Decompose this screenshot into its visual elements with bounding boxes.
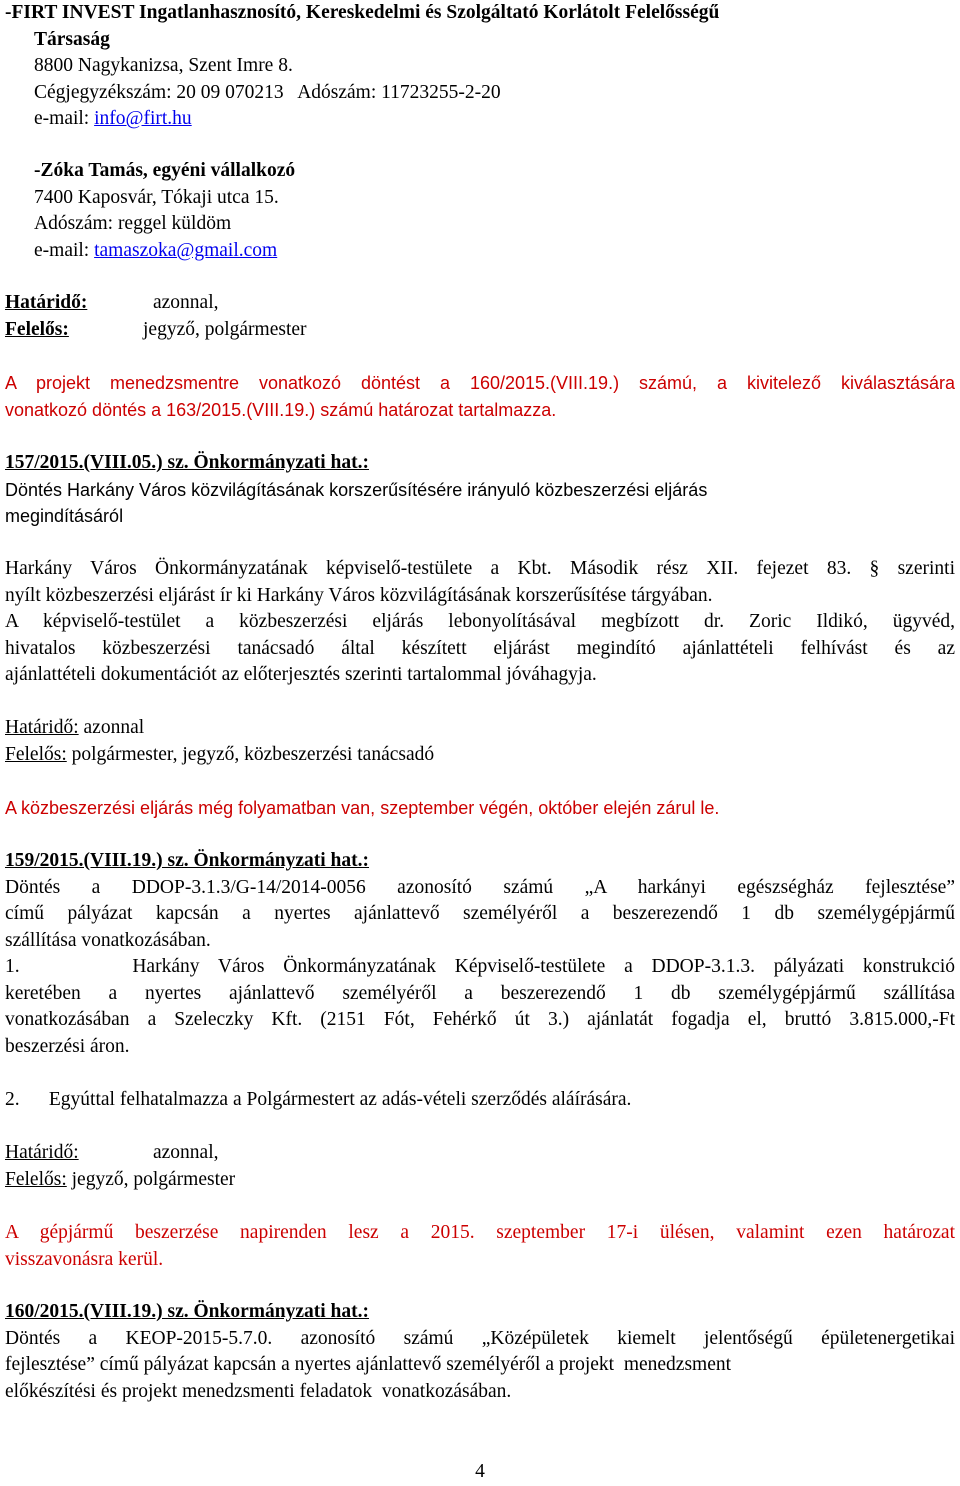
res159-resp-label: Felelős: bbox=[5, 1168, 67, 1190]
zoka-email-line bbox=[5, 238, 955, 265]
res159-note-line2: visszavonásra kerül. bbox=[5, 1248, 164, 1270]
firt-email-link[interactable]: info@firt.hu bbox=[94, 108, 192, 129]
res159-item2-text: 2. Egyúttal felhatalmazza a Polgármestert az adás-vételi szerződés aláírására. bbox=[5, 1089, 632, 1110]
zoka-email-label: e-mail: bbox=[34, 239, 95, 261]
firt-name-line2: Társaság bbox=[34, 28, 110, 50]
block1-deadline-label: Határidő: bbox=[5, 292, 88, 313]
block1-note-line1: A projekt menedzsmentre vonatkozó döntést a 160/2015.(VIII.19.) számú, a kivitelező kiválasztására bbox=[5, 373, 955, 393]
zoka-email-link[interactable]: tamaszoka@gmail.com bbox=[94, 239, 278, 261]
res157-p1-line1: Harkány Város Önkormányzatának képviselő-testülete a Kbt. Második rész XII. fejezet 83. § szerinti bbox=[5, 558, 955, 579]
res160-title-line2: fejlesztése” című pályázat kapcsán a nyertes ajánlattevő személyéről a projekt menedzsment bbox=[5, 1354, 732, 1375]
resolution-159 bbox=[5, 848, 955, 1060]
res160-title-line3: előkészítési és projekt menedzsmenti feladatok vonatkozásában. bbox=[5, 1380, 512, 1402]
res159-item2 bbox=[5, 1087, 955, 1114]
res159-item1-line4: beszerzési áron. bbox=[5, 1035, 130, 1057]
firt-name-line1: -FIRT INVEST Ingatlanhasznosító, Kereskedelmi és Szolgáltató Korlátolt Felelősségű bbox=[5, 2, 720, 23]
block1-resp-row bbox=[5, 317, 955, 344]
resolution-157 bbox=[5, 450, 955, 530]
res157-p1-line2: nyílt közbeszerzési eljárást ír ki Harkány Város közvilágításának korszerűsítése tárgyában. bbox=[5, 584, 713, 606]
res159-title-line2: című pályázat kapcsán a nyertes ajánlattevő személyéről a beszerezendő 1 db személygépjármű bbox=[5, 903, 955, 924]
block1-deadline-row bbox=[5, 290, 955, 317]
zoka-name: -Zóka Tamás, egyéni vállalkozó bbox=[34, 160, 296, 181]
res157-deadline-line bbox=[5, 715, 955, 742]
block1-note-line2: vonatkozó döntés a 163/2015.(VIII.19.) számú határozat tartalmazza. bbox=[5, 399, 557, 420]
res157-assignment bbox=[5, 715, 955, 768]
res157-title-line2: megindításáról bbox=[5, 506, 124, 526]
firt-email-line bbox=[5, 106, 955, 133]
res159-resp-value: jegyző, polgármester bbox=[66, 1168, 236, 1190]
res160-title-line1: Döntés a KEOP-2015-5.7.0. azonosító számú „Középületek kiemelt jelentőségű épületenergetikai bbox=[5, 1327, 955, 1349]
res157-deadline-label: Határidő: bbox=[5, 717, 79, 738]
res159-item1-line1: 1. Harkány Város Önkormányzatának Képviselő-testülete a DDOP-3.1.3. pályázati konstrukció bbox=[5, 956, 955, 977]
contractor-zoka bbox=[5, 158, 955, 264]
res159-assignment bbox=[5, 1140, 955, 1193]
res159-item1-line3: vonatkozásában a Szeleczky Kft. (2151 Fót, Fehérkő út 3.) ajánlatát fogadja el, bruttó 3.815.000,-Ft bbox=[5, 1009, 955, 1030]
res159-deadline-label: Határidő: bbox=[5, 1142, 79, 1163]
resolution-160 bbox=[5, 1299, 955, 1405]
block1-assignment bbox=[5, 290, 955, 343]
res159-note bbox=[5, 1220, 955, 1273]
res157-note bbox=[5, 795, 955, 822]
res157-deadline-value: azonnal bbox=[78, 717, 145, 738]
res160-heading: 160/2015.(VIII.19.) sz. Önkormányzati hat.: bbox=[5, 1301, 369, 1322]
res157-resp-label: Felelős: bbox=[5, 743, 67, 765]
res157-p1-line5: ajánlattételi dokumentációt az előterjesztés szerinti tartalommal jóváhagyja. bbox=[5, 664, 597, 685]
res157-p1-line4: hivatalos közbeszerzési tanácsadó által készített eljárást megindító ajánlattételi felhívást és az bbox=[5, 637, 955, 659]
res157-heading: 157/2015.(VIII.05.) sz. Önkormányzati hat.: bbox=[5, 452, 369, 473]
firt-ids: Cégjegyzékszám: 20 09 070213 Adószám: 11723255-2-20 bbox=[34, 81, 501, 103]
res159-heading: 159/2015.(VIII.19.) sz. Önkormányzati hat.: bbox=[5, 850, 369, 871]
firt-email-label: e-mail: bbox=[34, 108, 95, 129]
res159-item1-line2: keretében a nyertes ajánlattevő személyéről a beszerezendő 1 db személygépjármű szállítása bbox=[5, 982, 955, 1004]
res159-title-line1: Döntés a DDOP-3.1.3/G-14/2014-0056 azonosító számú „A harkányi egészségház fejlesztése” bbox=[5, 876, 955, 898]
block1-note bbox=[5, 370, 955, 423]
res159-note-line1: A gépjármű beszerzése napirenden lesz a 2015. szeptember 17-i ülésen, valamint ezen határozat bbox=[5, 1222, 955, 1243]
firt-address: 8800 Nagykanizsa, Szent Imre 8. bbox=[34, 55, 293, 76]
res159-deadline-row bbox=[5, 1140, 955, 1167]
res159-title-line3: szállítása vonatkozásában. bbox=[5, 929, 211, 951]
res157-title-line1: Döntés Harkány Város közvilágításának korszerűsítésére irányuló közbeszerzési eljárás bbox=[5, 479, 708, 500]
res159-deadline-value: azonnal, bbox=[153, 1142, 219, 1163]
block1-deadline-value: azonnal, bbox=[153, 292, 219, 313]
res157-resp-line bbox=[5, 742, 955, 769]
contractor-firt bbox=[5, 0, 955, 133]
block1-resp-value: jegyző, polgármester bbox=[143, 318, 307, 340]
zoka-address: 7400 Kaposvár, Tókaji utca 15. bbox=[34, 186, 279, 208]
block1-resp-label: Felelős: bbox=[5, 318, 69, 340]
res157-body bbox=[5, 556, 955, 689]
res157-note-text: A közbeszerzési eljárás még folyamatban van, szeptember végén, október elején zárul le. bbox=[5, 798, 720, 818]
page-number: 4 bbox=[475, 1461, 485, 1482]
res159-resp-line bbox=[5, 1167, 955, 1194]
res157-p1-line3: A képviselő-testület a közbeszerzési eljárás lebonyolításával megbízott dr. Zoric Ildikó, ügyvéd, bbox=[5, 611, 955, 632]
res157-resp-value: polgármester, jegyző, közbeszerzési tanácsadó bbox=[66, 743, 435, 765]
zoka-tax: Adószám: reggel küldöm bbox=[34, 213, 232, 234]
